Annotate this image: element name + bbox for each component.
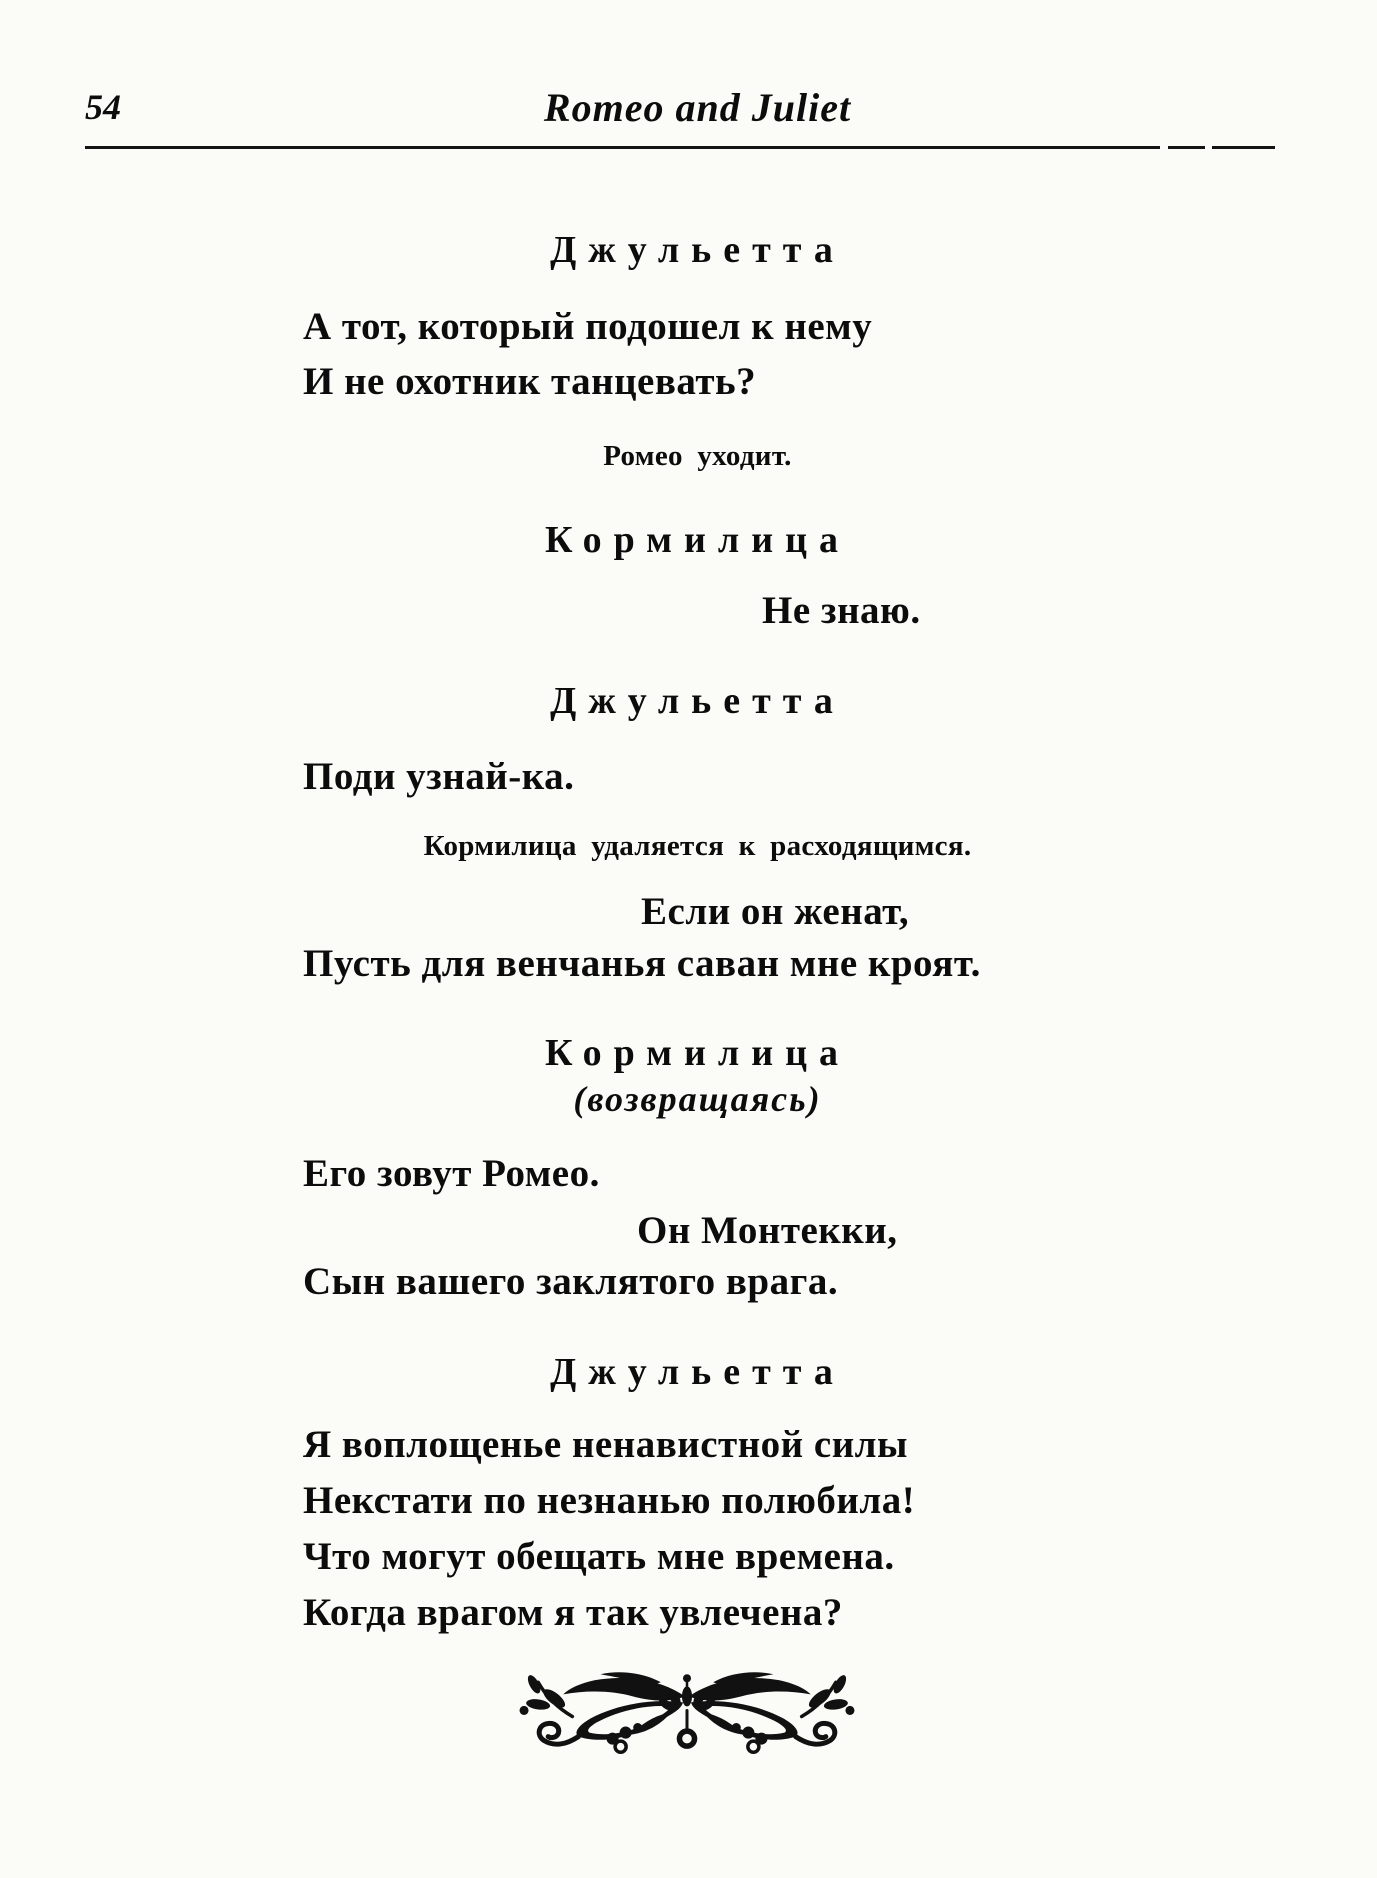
verse-line: Некстати по незнанью полюбила! bbox=[303, 1479, 916, 1522]
speaker-direction: (возвращаясь) bbox=[573, 1079, 822, 1119]
verse-line: Сын вашего заклятого врага. bbox=[303, 1260, 839, 1303]
speaker-heading: Джульетта bbox=[550, 1351, 845, 1393]
header-rule-dash bbox=[1168, 146, 1205, 149]
speaker-heading: Джульетта bbox=[550, 229, 845, 271]
verse-line: Его зовут Ромео. bbox=[303, 1152, 600, 1195]
verse-line: Я воплощенье ненавистной силы bbox=[303, 1423, 909, 1466]
verse-line: Что могут обещать мне времена. bbox=[303, 1535, 895, 1578]
verse-line: А тот, который подошел к нему bbox=[303, 305, 873, 348]
verse-line: Не знаю. bbox=[762, 589, 921, 632]
speaker-heading: Кормилица bbox=[544, 519, 851, 561]
verse-line: Когда врагом я так увлечена? bbox=[303, 1591, 843, 1634]
stage-direction: Ромео уходит. bbox=[603, 440, 792, 472]
header-rule bbox=[85, 146, 1160, 149]
stage-direction: Кормилица удаляется к расходящимся. bbox=[423, 830, 972, 862]
verse-line: Поди узнай-ка. bbox=[303, 755, 575, 798]
verse-line: И не охотник танцевать? bbox=[303, 360, 757, 403]
speaker-heading: Джульетта bbox=[550, 680, 845, 722]
verse-line: Он Монтекки, bbox=[637, 1209, 898, 1252]
verse-line: Если он женат, bbox=[641, 890, 910, 933]
header-rule-dash bbox=[1212, 146, 1275, 149]
page-number: 54 bbox=[85, 87, 121, 127]
verse-line: Пусть для венчанья саван мне кроят. bbox=[303, 942, 981, 985]
speaker-heading: Кормилица bbox=[544, 1032, 851, 1074]
running-title: Romeo and Juliet bbox=[543, 85, 852, 130]
floral-tailpiece-ornament bbox=[516, 1670, 858, 1766]
